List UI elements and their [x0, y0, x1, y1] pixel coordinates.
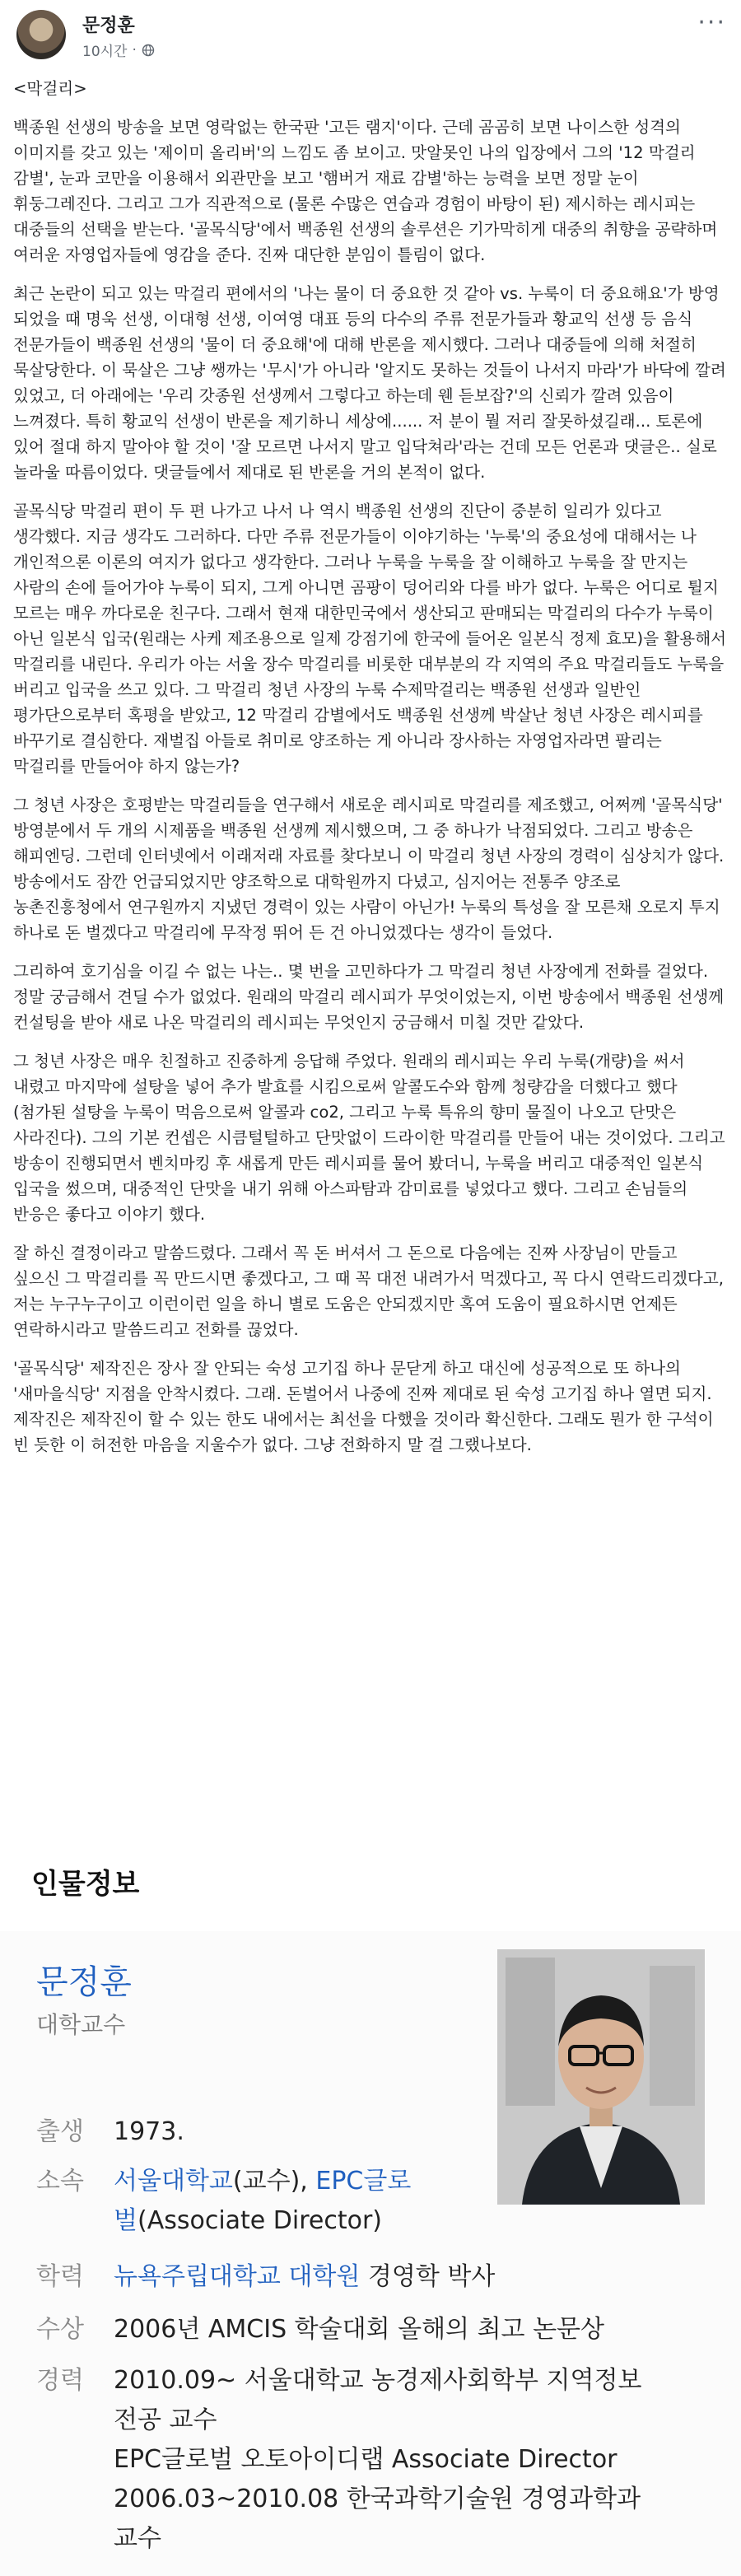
profile-heading: 인물정보 — [31, 1868, 140, 1901]
career-line: 교수 — [114, 2524, 161, 2553]
author-avatar[interactable] — [16, 10, 66, 59]
career-label: 경력 — [36, 2366, 84, 2395]
profile-name[interactable]: 문정훈 — [36, 1963, 132, 2001]
birth-value: 1973. — [114, 2117, 184, 2146]
education-text: 경영학 박사 — [360, 2262, 496, 2291]
post-paragraph: 최근 논란이 되고 있는 막걸리 편에서의 '나는 물이 더 중요한 것 같아 vs. 누룩이 더 중요해요'가 방영 되었을 때 명욱 선생, 이대형 선생, 이여영 대표 등의 다수의 주류 전문가들과 황교익 선생 등 음식 전문가들이 백종원 선생의 '물이 더 중요해'에 대해 반론을 제시했다. 그러나 대중들에 의해 처절히 묵살당한다. 이 묵살은 그냥 쌩까는 '무시'가 아니라 '알지도 못하는 것들이 나서지 마라'가 바닥에 깔려 있었고, 더 아래에는 '우리 갓종원 선생께서 그렇다고 하는데 웬 듣보잡?'의 신뢰가 깔려 있음이 느껴졌다. 특히 황교익 선생이 반론을 제기하니 세상에...... 저 분이 뭘 저리 잘못하셨길래... 토론에 있어 절대 하지 말아야 할 것이 '잘 모르면 나서지 말고 입닥쳐라'라는 건데 모든 언론과 댓글은.. 실로 놀라울 따름이었다. 댓글들에서 제대로 된 반론을 거의 본적이 없다. — [13, 284, 726, 482]
education-label: 학력 — [36, 2262, 84, 2291]
person-photo-icon — [497, 1949, 705, 2205]
education-value — [114, 2257, 495, 2297]
post-paragraph: <막걸리> — [13, 79, 87, 98]
affiliation-link-snu[interactable]: 서울대학교 — [114, 2167, 233, 2196]
profile-role: 대학교수 — [36, 2011, 126, 2038]
author-name[interactable]: 문정훈 — [82, 16, 135, 36]
birth-label: 출생 — [36, 2117, 84, 2146]
post-paragraph: 잘 하신 결정이라고 말씀드렸다. 그래서 꼭 돈 버셔서 그 돈으로 다음에는 진짜 사장님이 만들고 싶으신 그 막걸리를 꼭 만드시면 좋겠다고, 그 때 꼭 대전 내려가서 먹겠다고, 꼭 다시 연락드리겠다고, 저는 누구누구이고 이런이런 일을 하니 별로 도움은 안되겠지만 혹여 도움이 필요하시면 언제든 연락하시라고 말씀드리고 전화를 끊었다. — [13, 1244, 724, 1339]
post-paragraph: '골목식당' 제작진은 장사 잘 안되는 숙성 고기집 하나 문닫게 하고 대신에 성공적으로 또 하나의 '새마을식당' 지점을 안착시켰다. 그래. 돈벌어서 나중에 진짜 제대로 된 숙성 고기집 하나 열면 되지. 제작진은 제작진이 할 수 있는 한도 내에서는 최선을 다했을 것이라 확신한다. 그래도 뭔가 한 구석이 빈 듯한 이 허전한 마음을 지울수가 없다. 그냥 전화하지 말 걸 그랬나보다. — [13, 1359, 714, 1454]
post-paragraph: 골목식당 막걸리 편이 두 편 나가고 나서 나 역시 백종원 선생의 진단이 중분히 일리가 있다고 생각했다. 지금 생각도 그러하다. 다만 주류 전문가들이 이야기하는 '누룩'의 중요성에 대해서는 나 개인적으론 이론의 여지가 없다고 생각한다. 그러나 누룩을 누룩을 잘 이해하고 누룩을 잘 만지는 사람의 손에 들어가야 누룩이 되지, 그게 아니면 곰팡이 덩어리와 다를 바가 없다. 누룩은 어디로 튈지 모르는 매우 까다로운 친구다. 그래서 현재 대한민국에서 생산되고 판매되는 막걸리의 다수가 누룩이 아닌 일본식 입국(원래는 사케 제조용으로 일제 강점기에 한국에 들어온 일본식 정제 효모)을 활용해서 막걸리를 내린다. 우리가 아는 서울 장수 막걸리를 비롯한 대부분의 각 지역의 주요 막걸리들도 누룩을 버리고 입국을 쓰고 있다. 그 막걸리 청년 사장의 누룩 수제막걸리는 백종원 선생과 일반인 평가단으로부터 혹평을 받았고, 12 막걸리 감별에서도 백종원 선생께 박살난 청년 사장은 레시피를 바꾸기로 결심한다. 재벌집 아들로 취미로 양조하는 게 아니라 장사하는 자영업자라면 팔리는 막걸리를 만들어야 하지 않는가? — [13, 502, 727, 776]
career-line: EPC글로벌 오토아이디랩 Associate Director — [114, 2445, 618, 2474]
career-line: 전공 교수 — [114, 2406, 217, 2434]
post-meta — [82, 40, 155, 60]
award-value: 2006년 AMCIS 학술대회 올해의 최고 논문상 — [114, 2315, 605, 2344]
career-value — [114, 2361, 723, 2559]
education-link[interactable]: 뉴욕주립대학교 대학원 — [114, 2262, 361, 2291]
profile-card — [0, 1931, 741, 2576]
career-line: 2006.03~2010.08 한국과학기술원 경영과학과 — [114, 2485, 641, 2513]
career-line: 2010.09~ 서울대학교 농경제사회학부 지역정보 — [114, 2366, 642, 2395]
post-body — [13, 76, 728, 1471]
affiliation-text: (교수), — [232, 2167, 316, 2196]
post-paragraph: 그 청년 사장은 호평받는 막걸리들을 연구해서 새로운 레시피로 막걸리를 제조했고, 어쩌께 '골목식당' 방영분에서 두 개의 시제품을 백종원 선생께 제시했으며, 그 중 하나가 낙점되었다. 그리고 방송은 해피엔딩. 그런데 인터넷에서 이래저래 자료를 찾다보니 이 막걸리 청년 사장의 경력이 심상치가 않다. 방송에서도 잠깐 언급되었지만 양조학으로 대학원까지 다녔고, 심지어는 전통주 양조로 농촌진흥청에서 연구원까지 지냈던 경력이 있는 사람이 아닌가! 누룩의 특성을 잘 모른채 오로지 투지 하나로 돈 벌겠다고 막걸리에 무작정 뛰어 든 건 아니었겠다는 생각이 들었다. — [13, 796, 725, 942]
post-paragraph: 그리하여 호기심을 이길 수 없는 나는.. 몇 번을 고민하다가 그 막걸리 청년 사장에게 전화를 걸었다. 정말 궁금해서 견딜 수가 없었다. 원래의 막걸리 레시피가 무엇이었는지, 이번 방송에서 백종원 선생께 컨설팅을 받아 새로 나온 막걸리의 레시피는 무엇인지 궁금해서 미칠 것만 같았다. — [13, 962, 725, 1032]
affiliation-value — [114, 2162, 492, 2241]
post-paragraph: 백종원 선생의 방송을 보면 영락없는 한국판 '고든 램지'이다. 근데 곰곰히 보면 나이스한 성격의 이미지를 갖고 있는 '제이미 올리버'의 느낌도 좀 보이고. 맛알못인 나의 입장에서 그의 '12 막걸리 감별', 눈과 코만을 이용해서 외관만을 보고 '햄버거 재료 감별'하는 능력을 보면 정말 눈이 휘둥그레진다. 그리고 그가 직관적으로 (물론 수많은 연습과 경험이 바탕이 된) 제시하는 레시피는 대중들의 선택을 받는다. '골목식당'에서 백종원 선생의 솔루션은 기가막히게 대중의 취향을 공략하며 여러운 자영업자들에 영감을 준다. 진짜 대단한 분임이 틀림이 없다. — [13, 118, 718, 264]
affiliation-role-text: (Associate Director) — [137, 2206, 383, 2235]
post-header — [0, 0, 741, 69]
affiliation-link-epc[interactable]: EPC글로 — [315, 2167, 412, 2196]
globe-icon — [142, 44, 155, 57]
affiliation-link-epc-cont[interactable]: 벌 — [114, 2206, 137, 2235]
more-options-icon[interactable]: ··· — [697, 8, 726, 37]
award-label: 수상 — [36, 2315, 84, 2344]
post-time[interactable]: 10시간 — [82, 44, 128, 60]
meta-separator: · — [132, 41, 137, 58]
profile-photo[interactable] — [497, 1949, 705, 2205]
post-paragraph: 그 청년 사장은 매우 친절하고 진중하게 응답해 주었다. 원래의 레시피는 우리 누룩(개량)을 써서 내렸고 마지막에 설탕을 넣어 추가 발효를 시킴으로써 알콜도수와 함께 청량감을 더했다고 했다 (첨가된 설탕을 누룩이 먹음으로써 알콜과 co2, 그리고 누룩 특유의 향미 물질이 나오고 단맛은 사라진다). 그의 기본 컨셉은 시큼털털하고 단맛없이 드라이한 막걸리를 만들어 내는 것이었다. 그리고 방송이 진행되면서 벤치마킹 후 새롭게 만든 레시피를 물어 봤더니, 누룩을 버리고 대중적인 일본식 입국을 썼으며, 대중적인 단맛을 내기 위해 아스파탐과 감미료를 넣었다고 했다. 그리고 손님들의 반응은 좋다고 이야기 했다. — [13, 1052, 725, 1224]
affiliation-label: 소속 — [36, 2167, 84, 2196]
